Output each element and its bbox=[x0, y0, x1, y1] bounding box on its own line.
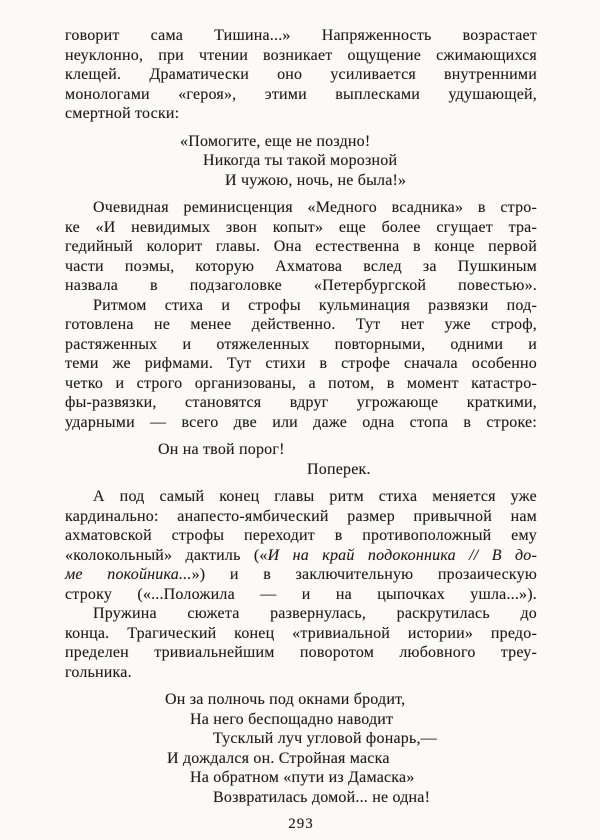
paragraph-3 bbox=[65, 296, 537, 433]
prose-line: Ритмом стиха и строфы кульминация развязки под- bbox=[93, 296, 537, 314]
paragraph-continuation bbox=[65, 26, 537, 124]
prose-line: четко и строго организованы, а потом, в момент катастро- bbox=[65, 374, 537, 392]
prose-line: строку («...Положила — и на цыпочках ушла...»). bbox=[65, 585, 537, 603]
prose-line: неуклонно, при чтении возникает ощущение сжимающихся bbox=[65, 46, 537, 64]
prose-text: ») и в заключительную прозаическую bbox=[191, 566, 537, 583]
prose-line: А под самый конец главы ритм стиха меняется уже bbox=[93, 488, 537, 505]
prose-line: конца. Трагический конец «тривиальной истории» предо- bbox=[65, 624, 537, 642]
verse-line: Возвратилась домой... не одна! bbox=[213, 788, 431, 806]
prose-line: гольника. bbox=[65, 663, 132, 681]
prose-line: ахматовской строфы переходит в противоположный ему bbox=[65, 527, 537, 544]
prose-line: готовлена не менее действенно. Тут нет уже строф, bbox=[65, 316, 537, 333]
prose-line: растяженных и отяжеленных повторными, одними и bbox=[65, 335, 537, 353]
paragraph-4 bbox=[65, 487, 537, 604]
verse-line: Он за полночь под окнами бродит, bbox=[165, 691, 406, 708]
verse-line: Тусклый луч угловой фонарь,— bbox=[213, 730, 437, 747]
page-number: 293 bbox=[288, 816, 314, 832]
prose-line: Очевидная реминисценция «Медного всадника» в стро- bbox=[93, 199, 537, 216]
verse-line: И чужою, ночь, не была!» bbox=[225, 171, 407, 189]
quoted-verse-fragment: ме покойника... bbox=[65, 566, 192, 583]
paragraph-2 bbox=[65, 198, 537, 296]
prose-line: теми же рифмами. Тут стихи в строфе сначала особенно bbox=[65, 355, 537, 372]
verse-line: Никогда ты такой морозной bbox=[203, 152, 398, 169]
paragraph-5 bbox=[65, 604, 537, 682]
verse-line: И дождался он. Стройная маска bbox=[167, 749, 390, 767]
prose-line: клещей. Драматически оно усиливается внутренними bbox=[65, 66, 537, 83]
verse-line: Он на твой порог! bbox=[158, 441, 285, 458]
prose-line: части поэмы, которую Ахматова вслед за Пушкиным bbox=[65, 257, 537, 275]
prose-line: назвала в подзаголовке «Петербургской повестью». bbox=[65, 277, 537, 294]
prose-line: пределен тривиальнейшим поворотом любовного треу- bbox=[65, 644, 537, 661]
verse-line: На обратном «пути из Дамаска» bbox=[190, 769, 415, 786]
verse-line: Поперек. bbox=[307, 460, 371, 478]
verse-line: На него беспощадно наводит bbox=[190, 710, 394, 728]
prose-line: ударными — всего две или даже одна стопа в строке: bbox=[65, 413, 537, 431]
prose-text: «колокольный» дактиль (« bbox=[65, 546, 268, 564]
prose-line: Пружина сюжета развернулась, раскрутилась до bbox=[93, 605, 537, 622]
verse-quote-1 bbox=[65, 132, 537, 191]
quoted-verse-fragment: И на край подоконника // В до- bbox=[267, 546, 537, 564]
prose-line: ке «И невидимых звон копыт» еще более сгущает тра- bbox=[65, 218, 537, 236]
prose-line: фы-развязки, становятся вдруг угрожающе краткими, bbox=[65, 394, 537, 411]
prose-line: монологами «героя», этими выплесками удушающей, bbox=[65, 85, 537, 103]
prose-line bbox=[65, 565, 537, 585]
prose-line bbox=[65, 546, 537, 566]
text-block bbox=[65, 26, 537, 807]
prose-line: кардинально: анапесто-ямбический размер привычной нам bbox=[65, 507, 537, 525]
prose-line: гедийный колорит главы. Она естественна в конце первой bbox=[65, 238, 537, 255]
verse-quote-2 bbox=[65, 440, 537, 479]
verse-line: «Помогите, еще не поздно! bbox=[180, 132, 371, 150]
prose-line: говорит сама Тишина...» Напряженность возрастает bbox=[65, 27, 537, 44]
prose-line: смертной тоски: bbox=[65, 105, 180, 122]
verse-quote-3 bbox=[65, 690, 537, 807]
